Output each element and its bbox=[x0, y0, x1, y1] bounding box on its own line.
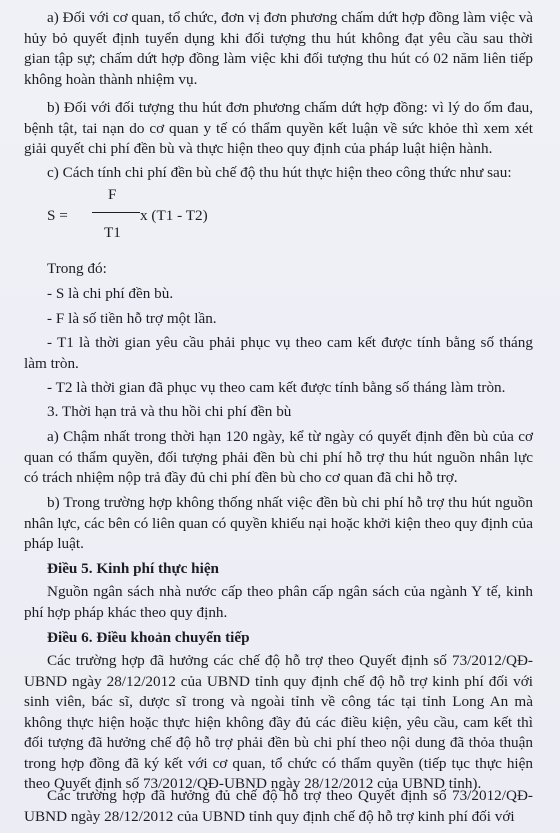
section-3-heading: 3. Thời hạn trả và thu hồi chi phí đền bù bbox=[47, 403, 292, 420]
article-5-body: Nguồn ngân sách nhà nước cấp theo phân cấp ngân sách của ngành Y tế, kinh phí hợp pháp khác theo quy định. bbox=[24, 583, 533, 621]
fraction-bar bbox=[92, 212, 140, 213]
paragraph-c-formula-intro: c) Cách tính chi phí đền bù chế độ thu hút thực hiện theo công thức như sau: bbox=[47, 164, 512, 181]
paragraph-b-dispute: b) Trong trường hợp không thống nhất việc đền bù chi phí hỗ trợ thu hút nguồn nhân lực, các bên có liên quan có quyền khiếu nại hoặc khởi kiện theo quy định của pháp luật. bbox=[24, 494, 533, 552]
formula-lhs: S = bbox=[47, 207, 68, 224]
article-6-paragraph-2: Các trường hợp đã hưởng đủ chế độ hỗ trợ theo Quyết định số 73/2012/QĐ-UBND ngày 28/12/2012 của UBND tỉnh quy định chế độ hỗ trợ kinh phí đối với bbox=[24, 787, 533, 825]
formula-denominator: T1 bbox=[104, 224, 121, 241]
paragraph-a-repayment-deadline: a) Chậm nhất trong thời hạn 120 ngày, kể từ ngày có quyết định đền bù của cơ quan có thẩm quyền, đối tượng phải đền bù chi phí hỗ trợ thu hút nguồn nhân lực có trách nhiệm nộp trả đầy đủ chi phí đền bù cho cơ quan đã chi hỗ trợ. bbox=[24, 428, 533, 486]
formula-numerator: F bbox=[108, 186, 117, 203]
definition-f: - F là số tiền hỗ trợ một lần. bbox=[47, 310, 217, 327]
article-6-paragraph-1: Các trường hợp đã hưởng các chế độ hỗ trợ theo Quyết định số 73/2012/QĐ-UBND ngày 28/12/2012 của UBND tỉnh quy định chế độ hỗ trợ kinh phí đối với sinh viên, bác sĩ, dược sĩ trong và ngoài tỉnh về công tác tại tỉnh Long An mà không thực hiện hoặc thực hiện không đầy đủ các điều kiện, yêu cầu, cam kết thì đối tượng đã hưởng chế độ hỗ trợ phải đền bù chi phí theo nội dung đã thỏa thuận trong hợp đồng đã ký kết với cơ quan, tổ chức có thẩm quyền (tiếp tục thực hiện theo Quyết định số 73/2012/QĐ-UBND ngày 28/12/2012 của UBND tỉnh). bbox=[24, 652, 533, 792]
article-5-title: Điều 5. Kinh phí thực hiện bbox=[47, 560, 220, 577]
where-label: Trong đó: bbox=[47, 260, 107, 277]
definition-s: - S là chi phí đền bù. bbox=[47, 285, 174, 302]
definition-t2: - T2 là thời gian đã phục vụ theo cam kết được tính bằng số tháng làm tròn. bbox=[47, 379, 506, 396]
definition-t1: - T1 là thời gian yêu cầu phải phục vụ theo cam kết được tính bằng số tháng làm tròn. bbox=[24, 334, 533, 372]
formula-rhs: x (T1 - T2) bbox=[140, 207, 208, 224]
paragraph-b-termination-by-recipient: b) Đối với đối tượng thu hút đơn phương chấm dứt hợp đồng: vì lý do ốm đau, bệnh tật, tai nạn do cơ quan y tế có thẩm quyền kết luận về sức khỏe thì xem xét giải quyết chi phí đền bù và thực hiện theo quy định của pháp luật hiện hành. bbox=[24, 99, 533, 157]
article-6-title: Điều 6. Điều khoản chuyển tiếp bbox=[47, 629, 250, 646]
compensation-formula bbox=[0, 186, 560, 246]
paragraph-a-termination-by-agency: a) Đối với cơ quan, tổ chức, đơn vị đơn phương chấm dứt hợp đồng làm việc và hủy bỏ quyết định tuyển dụng khi đối tượng thu hút không đạt yêu cầu sau thời gian tập sự; chấm dứt hợp đồng làm việc khi đối tượng thu hút có 02 năm liên tiếp không hoàn thành nhiệm vụ. bbox=[24, 9, 533, 88]
